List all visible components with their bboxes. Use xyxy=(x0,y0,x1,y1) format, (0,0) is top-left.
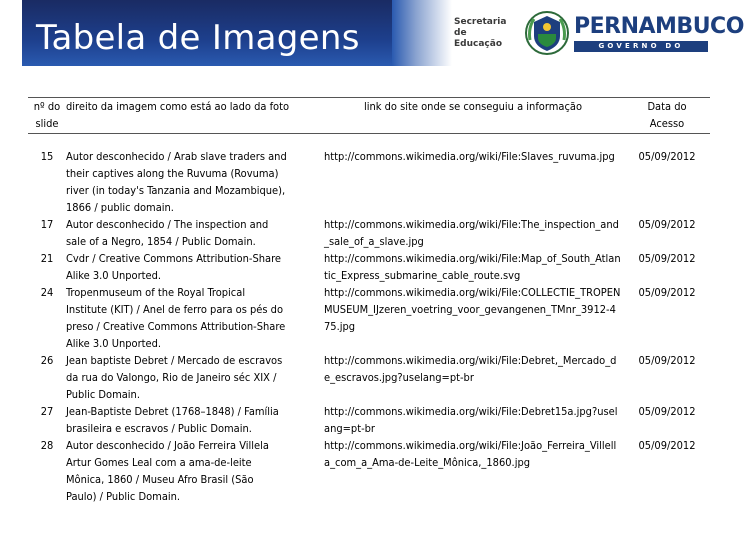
header-gradient-band xyxy=(392,0,452,66)
header-source-link: link do site onde se conseguiu a informação xyxy=(322,98,622,134)
image-credits-table xyxy=(28,97,710,505)
cell-access-date: 05/09/2012 xyxy=(638,439,696,452)
cell-slide-number: 15 xyxy=(40,150,54,163)
cell-source-link[interactable]: http://commons.wikimedia.org/wiki/File:COLLECTIE_TROPENMUSEUM_IJzeren_voetring_voor_gevangenen_TMnr_3912-475.jpg xyxy=(324,286,621,333)
table-spacer xyxy=(28,134,710,149)
header-image-rights: direito da imagem como está ao lado da foto xyxy=(64,98,322,134)
cell-slide-number: 26 xyxy=(40,354,54,367)
cell-source-link[interactable]: http://commons.wikimedia.org/wiki/File:Slaves_ruvuma.jpg xyxy=(324,150,615,163)
table-row xyxy=(28,437,710,505)
table-row xyxy=(28,250,710,284)
cell-slide-number: 17 xyxy=(40,218,54,231)
cell-slide-number: 28 xyxy=(40,439,54,452)
cell-access-date: 05/09/2012 xyxy=(638,150,696,163)
cell-image-rights: Tropenmuseum of the Royal Tropical Institute (KIT) / Anel de ferro para os pés do preso / Creative Commons Attribution-Share Alike 3.0 Unported. xyxy=(66,286,286,350)
slide-title: Tabela de Imagens xyxy=(36,18,360,58)
cell-access-date: 05/09/2012 xyxy=(638,354,696,367)
cell-image-rights: Autor desconhecido / Arab slave traders and their captives along the Ruvuma (Rovuma) river (in today's Tanzania and Mozambique), 1866 / public domain. xyxy=(66,150,287,214)
cell-access-date: 05/09/2012 xyxy=(638,286,696,299)
secretaria-label: Secretaria de Educação xyxy=(454,17,507,49)
brand-name: PERNAMBUCO xyxy=(574,14,744,39)
header-access-date: Data do Acesso xyxy=(622,98,710,134)
table-row xyxy=(28,148,710,216)
cell-source-link[interactable]: http://commons.wikimedia.org/wiki/File:João_Ferreira_Villella_com_a_Ama-de-Leite_Mônica,_1860.jpg xyxy=(324,439,617,469)
brand-subtitle: GOVERNO DO ESTADO xyxy=(574,41,708,52)
table-header-row xyxy=(28,98,710,134)
cell-slide-number: 27 xyxy=(40,405,54,418)
table-row xyxy=(28,403,710,437)
cell-slide-number: 24 xyxy=(40,286,54,299)
cell-image-rights: Autor desconhecido / The inspection and sale of a Negro, 1854 / Public Domain. xyxy=(66,218,269,248)
cell-image-rights: Jean-Baptiste Debret (1768–1848) / Família brasileira e escravos / Public Domain. xyxy=(66,405,279,435)
state-seal-icon xyxy=(524,10,570,56)
cell-source-link[interactable]: http://commons.wikimedia.org/wiki/File:Debret,_Mercado_de_escravos.jpg?uselang=pt-br xyxy=(324,354,617,384)
cell-access-date: 05/09/2012 xyxy=(638,218,696,231)
cell-access-date: 05/09/2012 xyxy=(638,405,696,418)
cell-source-link[interactable]: http://commons.wikimedia.org/wiki/File:Debret15a.jpg?uselang=pt-br xyxy=(324,405,618,435)
cell-image-rights: Cvdr / Creative Commons Attribution-Share Alike 3.0 Unported. xyxy=(66,252,281,282)
government-logo xyxy=(454,10,744,61)
cell-image-rights: Autor desconhecido / João Ferreira Villela Artur Gomes Leal com a ama-de-leite Mônica, 1860 / Museu Afro Brasil (São Paulo) / Public Domain. xyxy=(66,439,269,503)
table-row xyxy=(28,352,710,403)
table-row xyxy=(28,284,710,352)
cell-slide-number: 21 xyxy=(40,252,54,265)
cell-access-date: 05/09/2012 xyxy=(638,252,696,265)
header-slide-number: nº do slide xyxy=(28,98,64,134)
slide-header xyxy=(0,0,744,66)
cell-source-link[interactable]: http://commons.wikimedia.org/wiki/File:The_inspection_and_sale_of_a_slave.jpg xyxy=(324,218,619,248)
cell-source-link[interactable]: http://commons.wikimedia.org/wiki/File:Map_of_South_Atlantic_Express_submarine_cable_route.svg xyxy=(324,252,621,282)
cell-image-rights: Jean baptiste Debret / Mercado de escravos da rua do Valongo, Rio de Janeiro séc XIX / Public Domain. xyxy=(66,354,283,401)
table-row xyxy=(28,216,710,250)
